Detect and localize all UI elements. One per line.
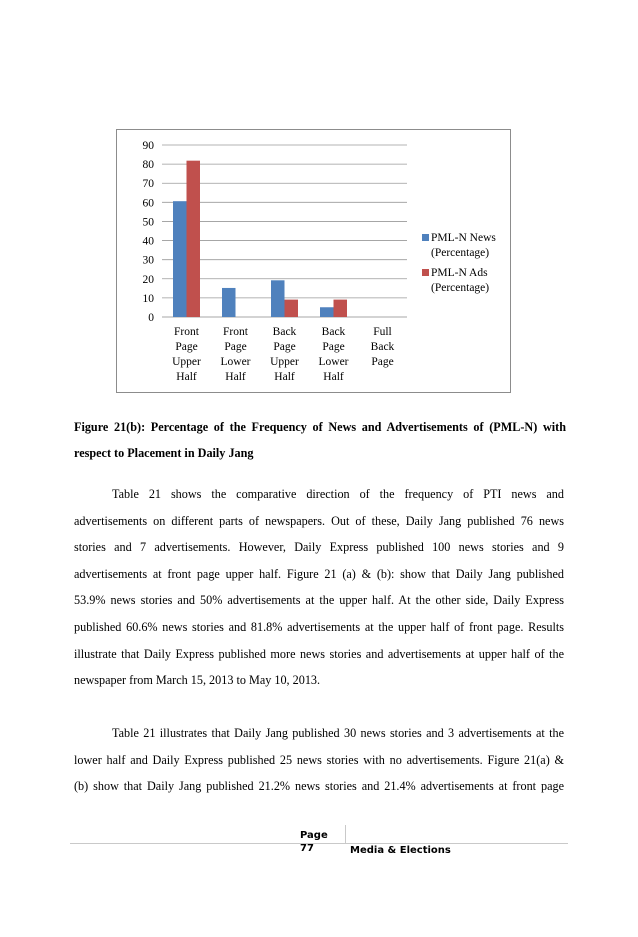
x-tick-label: Front [174,326,199,338]
paragraph-2-line: Table 21 illustrates that Daily Jang published 30 news stories and 3 advertisements at the [112,726,564,740]
paragraph-1-line: newspaper from March 15, 2013 to May 10, 2013. [74,673,321,688]
x-tick-label: Half [225,371,246,383]
x-tick-label: Full [373,326,392,338]
paragraph-2-line: lower half and Daily Express published 25 news stories with no advertisements. Figure 21(a) & [74,752,564,767]
x-tick-label: Half [176,371,197,383]
bar-news [173,201,187,317]
x-tick-label: Upper [172,356,201,368]
paragraph-2-line: (b) show that Daily Jang published 21.2% news stories and 21.4% advertisements at front page [74,779,564,794]
page-word: Page [300,830,328,841]
paragraph-1-line: illustrate that Daily Express published more news stories and advertisements at upper half of the [74,646,564,661]
legend-label: PML-N News [431,232,496,244]
x-tick-label: Front [223,326,248,338]
footer-divider [345,825,346,843]
paragraph-1 [74,481,564,694]
bar-ads [187,161,201,317]
bar-ads [285,300,299,317]
x-tick-label: Page [322,341,345,353]
legend-label: (Percentage) [431,282,490,294]
legend-label: PML-N Ads [431,267,488,279]
x-tick-label: Page [371,356,394,368]
y-tick-label: 70 [142,178,154,191]
y-tick-label: 50 [142,216,154,229]
y-tick-label: 40 [142,235,154,248]
bar-chart [117,130,510,392]
paragraph-2 [74,720,564,800]
x-tick-label: Half [274,371,295,383]
paragraph-1-line: Table 21 shows the comparative direction of the frequency of PTI news and [112,487,564,501]
page-number-value: 77 [300,843,314,854]
bar-news [222,288,236,317]
x-tick-label: Lower [220,356,251,368]
running-title: Media & Elections [350,845,451,856]
x-tick-label: Lower [318,356,349,368]
x-tick-label: Back [321,326,346,338]
paragraph-1-line: advertisements on different parts of newspapers. Out of these, Daily Jang published 76 news [74,513,564,528]
bar-news [271,280,285,317]
x-tick-label: Page [175,341,198,353]
x-tick-label: Half [323,371,344,383]
legend-swatch [422,234,429,241]
x-tick-label: Back [370,341,395,353]
page-number [300,829,340,855]
bar-news [320,307,334,317]
chart-frame [116,129,511,393]
y-tick-label: 0 [148,312,154,324]
paragraph-1-line: published 60.6% news stories and 81.8% advertisements at the upper half of front page. Results [74,619,564,634]
x-tick-label: Page [273,341,296,353]
y-tick-label: 30 [142,254,154,267]
legend-label: (Percentage) [431,247,490,259]
x-tick-label: Page [224,341,247,353]
y-tick-label: 90 [142,140,154,152]
y-tick-label: 60 [142,197,154,210]
figure-caption-line-1: Figure 21(b): Percentage of the Frequency of News and Advertisements of (PML-N) with [74,420,566,434]
x-tick-label: Upper [270,356,299,368]
legend-swatch [422,269,429,276]
bar-ads [334,300,348,317]
paragraph-1-line: stories and 7 advertisements. However, Daily Express published 100 news stories and 9 [74,540,564,555]
paragraph-1-line: 53.9% news stories and 50% advertisements at the upper half. At the other side, Daily Express [74,593,564,608]
y-tick-label: 10 [142,292,154,305]
figure-caption-line-2: respect to Placement in Daily Jang [74,446,254,460]
y-tick-label: 20 [142,273,154,286]
x-tick-label: Back [272,326,297,338]
paragraph-1-line: advertisements at front page upper half. Figure 21 (a) & (b): show that Daily Jang published [74,566,564,581]
y-tick-label: 80 [142,159,154,172]
